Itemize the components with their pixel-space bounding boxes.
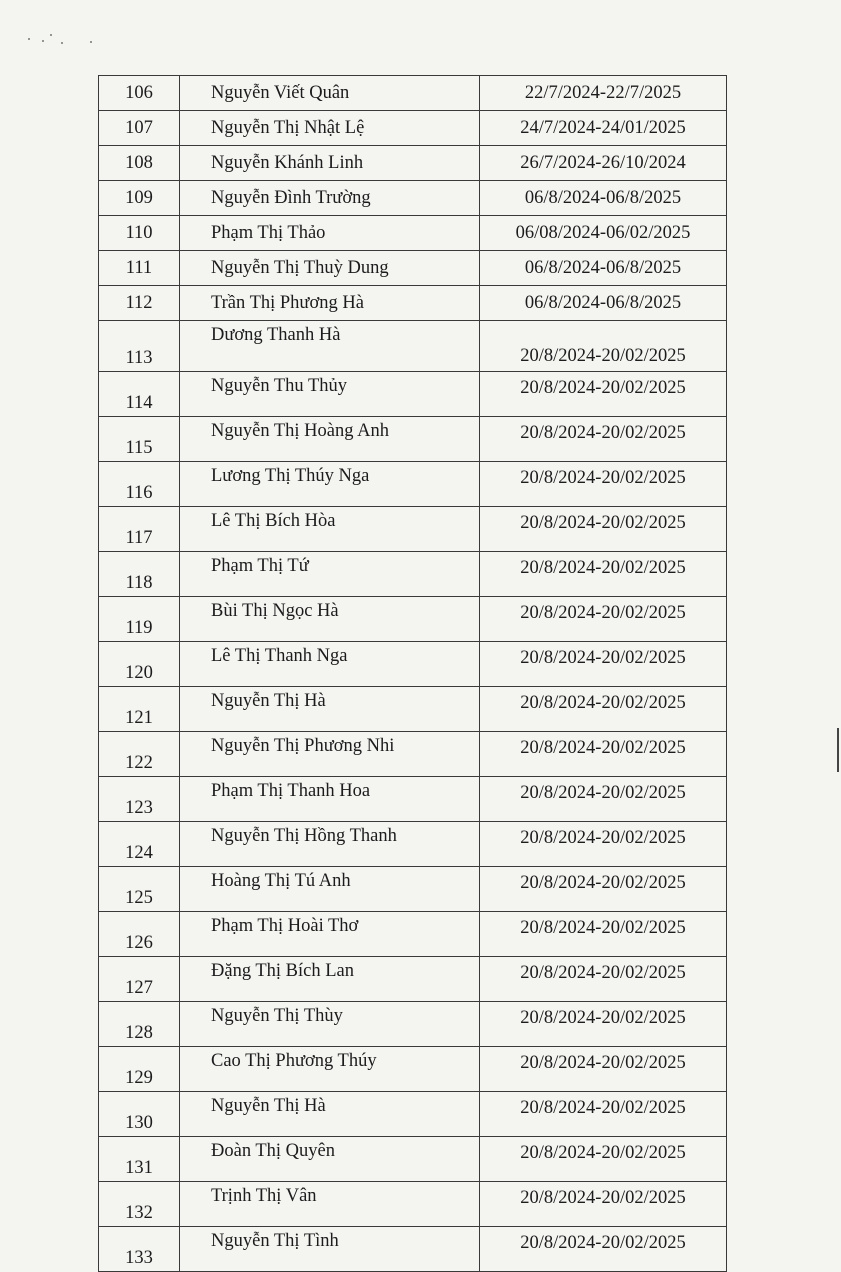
table-row bbox=[99, 777, 727, 822]
row-number: 108 bbox=[99, 146, 180, 181]
person-name: Nguyễn Thị Hồng Thanh bbox=[180, 822, 480, 867]
row-number: 109 bbox=[99, 181, 180, 216]
contract-period: 20/8/2024-20/02/2025 bbox=[480, 507, 727, 552]
person-name: Nguyễn Thị Phương Nhi bbox=[180, 732, 480, 777]
row-number: 120 bbox=[99, 642, 180, 687]
person-name: Nguyễn Thị Nhật Lệ bbox=[180, 111, 480, 146]
row-number: 112 bbox=[99, 286, 180, 321]
scan-artifacts bbox=[28, 30, 108, 50]
contract-period: 20/8/2024-20/02/2025 bbox=[480, 1137, 727, 1182]
contract-period: 06/8/2024-06/8/2025 bbox=[480, 286, 727, 321]
roster-body bbox=[99, 76, 727, 1272]
table-row bbox=[99, 251, 727, 286]
contract-period: 20/8/2024-20/02/2025 bbox=[480, 732, 727, 777]
contract-period: 20/8/2024-20/02/2025 bbox=[480, 321, 727, 372]
person-name: Nguyễn Thị Hà bbox=[180, 1092, 480, 1137]
person-name: Dương Thanh Hà bbox=[180, 321, 480, 372]
table-row bbox=[99, 372, 727, 417]
person-name: Phạm Thị Thảo bbox=[180, 216, 480, 251]
row-number: 106 bbox=[99, 76, 180, 111]
row-number: 123 bbox=[99, 777, 180, 822]
table-row bbox=[99, 912, 727, 957]
contract-period: 20/8/2024-20/02/2025 bbox=[480, 552, 727, 597]
roster-table bbox=[98, 75, 727, 1272]
person-name: Nguyễn Viết Quân bbox=[180, 76, 480, 111]
table-row bbox=[99, 216, 727, 251]
contract-period: 20/8/2024-20/02/2025 bbox=[480, 912, 727, 957]
contract-period: 20/8/2024-20/02/2025 bbox=[480, 867, 727, 912]
table-row bbox=[99, 1137, 727, 1182]
row-number: 110 bbox=[99, 216, 180, 251]
table-row bbox=[99, 1182, 727, 1227]
row-number: 117 bbox=[99, 507, 180, 552]
person-name: Nguyễn Khánh Linh bbox=[180, 146, 480, 181]
row-number: 118 bbox=[99, 552, 180, 597]
row-number: 121 bbox=[99, 687, 180, 732]
person-name: Lê Thị Thanh Nga bbox=[180, 642, 480, 687]
table-row bbox=[99, 111, 727, 146]
person-name: Nguyễn Thị Thuỳ Dung bbox=[180, 251, 480, 286]
contract-period: 20/8/2024-20/02/2025 bbox=[480, 1047, 727, 1092]
person-name: Cao Thị Phương Thúy bbox=[180, 1047, 480, 1092]
contract-period: 20/8/2024-20/02/2025 bbox=[480, 822, 727, 867]
contract-period: 20/8/2024-20/02/2025 bbox=[480, 1182, 727, 1227]
contract-period: 20/8/2024-20/02/2025 bbox=[480, 462, 727, 507]
scan-edge-mark bbox=[837, 728, 839, 772]
table-row bbox=[99, 1047, 727, 1092]
table-row bbox=[99, 417, 727, 462]
person-name: Nguyễn Thu Thủy bbox=[180, 372, 480, 417]
person-name: Phạm Thị Thanh Hoa bbox=[180, 777, 480, 822]
table-row bbox=[99, 1002, 727, 1047]
person-name: Nguyễn Đình Trường bbox=[180, 181, 480, 216]
contract-period: 20/8/2024-20/02/2025 bbox=[480, 687, 727, 732]
contract-period: 24/7/2024-24/01/2025 bbox=[480, 111, 727, 146]
row-number: 115 bbox=[99, 417, 180, 462]
table-row bbox=[99, 822, 727, 867]
contract-period: 20/8/2024-20/02/2025 bbox=[480, 642, 727, 687]
person-name: Phạm Thị Tứ bbox=[180, 552, 480, 597]
table-row bbox=[99, 462, 727, 507]
contract-period: 20/8/2024-20/02/2025 bbox=[480, 777, 727, 822]
contract-period: 20/8/2024-20/02/2025 bbox=[480, 1002, 727, 1047]
table-row bbox=[99, 687, 727, 732]
contract-period: 06/08/2024-06/02/2025 bbox=[480, 216, 727, 251]
contract-period: 20/8/2024-20/02/2025 bbox=[480, 1092, 727, 1137]
row-number: 124 bbox=[99, 822, 180, 867]
person-name: Nguyễn Thị Thùy bbox=[180, 1002, 480, 1047]
row-number: 133 bbox=[99, 1227, 180, 1272]
row-number: 132 bbox=[99, 1182, 180, 1227]
table-row bbox=[99, 146, 727, 181]
row-number: 127 bbox=[99, 957, 180, 1002]
person-name: Hoàng Thị Tú Anh bbox=[180, 867, 480, 912]
contract-period: 06/8/2024-06/8/2025 bbox=[480, 251, 727, 286]
table-row bbox=[99, 957, 727, 1002]
table-row bbox=[99, 76, 727, 111]
person-name: Nguyễn Thị Tình bbox=[180, 1227, 480, 1272]
contract-period: 20/8/2024-20/02/2025 bbox=[480, 417, 727, 462]
row-number: 113 bbox=[99, 321, 180, 372]
table-row bbox=[99, 642, 727, 687]
table-row bbox=[99, 867, 727, 912]
row-number: 111 bbox=[99, 251, 180, 286]
table-row bbox=[99, 181, 727, 216]
row-number: 128 bbox=[99, 1002, 180, 1047]
person-name: Nguyễn Thị Hoàng Anh bbox=[180, 417, 480, 462]
table-row bbox=[99, 507, 727, 552]
contract-period: 20/8/2024-20/02/2025 bbox=[480, 1227, 727, 1272]
person-name: Đặng Thị Bích Lan bbox=[180, 957, 480, 1002]
row-number: 129 bbox=[99, 1047, 180, 1092]
table-row bbox=[99, 286, 727, 321]
table-row bbox=[99, 732, 727, 777]
table-row bbox=[99, 1092, 727, 1137]
row-number: 107 bbox=[99, 111, 180, 146]
table-row bbox=[99, 552, 727, 597]
person-name: Trịnh Thị Vân bbox=[180, 1182, 480, 1227]
row-number: 114 bbox=[99, 372, 180, 417]
person-name: Lê Thị Bích Hòa bbox=[180, 507, 480, 552]
row-number: 130 bbox=[99, 1092, 180, 1137]
person-name: Phạm Thị Hoài Thơ bbox=[180, 912, 480, 957]
contract-period: 20/8/2024-20/02/2025 bbox=[480, 957, 727, 1002]
row-number: 126 bbox=[99, 912, 180, 957]
contract-period: 20/8/2024-20/02/2025 bbox=[480, 597, 727, 642]
person-name: Nguyễn Thị Hà bbox=[180, 687, 480, 732]
row-number: 116 bbox=[99, 462, 180, 507]
contract-period: 06/8/2024-06/8/2025 bbox=[480, 181, 727, 216]
table-row bbox=[99, 597, 727, 642]
contract-period: 20/8/2024-20/02/2025 bbox=[480, 372, 727, 417]
person-name: Đoàn Thị Quyên bbox=[180, 1137, 480, 1182]
contract-period: 26/7/2024-26/10/2024 bbox=[480, 146, 727, 181]
row-number: 122 bbox=[99, 732, 180, 777]
row-number: 119 bbox=[99, 597, 180, 642]
row-number: 125 bbox=[99, 867, 180, 912]
table-row bbox=[99, 1227, 727, 1272]
person-name: Bùi Thị Ngọc Hà bbox=[180, 597, 480, 642]
person-name: Trần Thị Phương Hà bbox=[180, 286, 480, 321]
row-number: 131 bbox=[99, 1137, 180, 1182]
contract-period: 22/7/2024-22/7/2025 bbox=[480, 76, 727, 111]
person-name: Lương Thị Thúy Nga bbox=[180, 462, 480, 507]
table-row bbox=[99, 321, 727, 372]
